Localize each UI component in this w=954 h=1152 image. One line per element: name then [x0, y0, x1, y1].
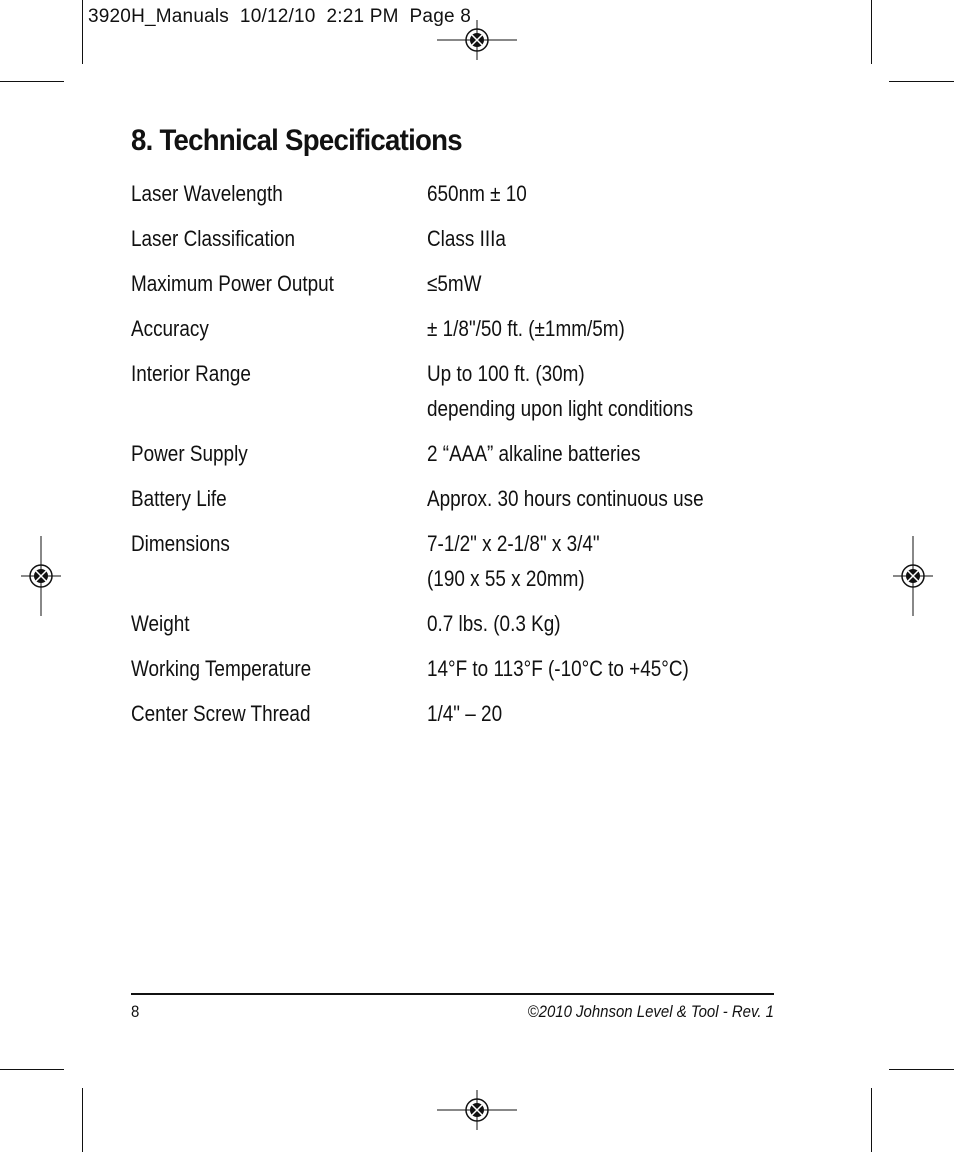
page-title: 8. Technical Specifications: [131, 124, 462, 157]
spec-row-accuracy: [131, 311, 811, 346]
spec-value: Approx. 30 hours continuous use: [427, 486, 704, 511]
spec-value: ≤5mW: [427, 271, 482, 296]
spec-row-interior-range: [131, 356, 811, 426]
page-number: 8: [131, 1002, 140, 1021]
spec-label: Laser Classification: [131, 226, 296, 251]
registration-mark-left-icon: [21, 536, 61, 616]
spec-value: 650nm ± 10: [427, 181, 527, 206]
copyright-notice: ©2010 Johnson Level & Tool - Rev. 1: [527, 1002, 774, 1021]
crop-mark-bottom-right-vertical: [871, 1088, 872, 1152]
spec-value: 7-1/2" x 2-1/8" x 3/4": [427, 531, 600, 556]
spec-row-maximum-power-output: [131, 266, 811, 301]
spec-label: Dimensions: [131, 531, 230, 556]
spec-row-center-screw-thread: [131, 696, 811, 731]
spec-label: Accuracy: [131, 316, 209, 341]
spec-row-laser-wavelength: [131, 176, 811, 211]
spec-row-battery-life: [131, 481, 811, 516]
spec-value: Up to 100 ft. (30m): [427, 361, 585, 386]
specifications-list: [131, 176, 811, 731]
spec-value-continued: (190 x 55 x 20mm): [427, 566, 585, 591]
spec-value: ± 1/8"/50 ft. (±1mm/5m): [427, 316, 625, 341]
spec-label: Center Screw Thread: [131, 701, 311, 726]
spec-value: 0.7 lbs. (0.3 Kg): [427, 611, 561, 636]
spec-label: Power Supply: [131, 441, 248, 466]
crop-mark-top-left-vertical: [82, 0, 83, 64]
spec-row-weight: [131, 606, 811, 641]
spec-value-continued: depending upon light conditions: [427, 396, 694, 421]
spec-label: Interior Range: [131, 361, 251, 386]
spec-label: Battery Life: [131, 486, 227, 511]
spec-value: 2 “AAA” alkaline batteries: [427, 441, 641, 466]
spec-row-laser-classification: [131, 221, 811, 256]
spec-label: Weight: [131, 611, 190, 636]
crop-mark-top-right-vertical: [871, 0, 872, 64]
spec-label: Maximum Power Output: [131, 271, 334, 296]
registration-mark-right-icon: [893, 536, 933, 616]
crop-mark-top-right-horizontal: [889, 81, 954, 82]
crop-mark-top-left-horizontal: [0, 81, 64, 82]
crop-mark-bottom-left-horizontal: [0, 1069, 64, 1070]
spec-label: Laser Wavelength: [131, 181, 283, 206]
spec-value: Class IIIa: [427, 226, 506, 251]
spec-row-working-temperature: [131, 651, 811, 686]
registration-mark-bottom-icon: [437, 1090, 517, 1130]
spec-value: 14°F to 113°F (-10°C to +45°C): [427, 656, 689, 681]
footer-rule: [131, 993, 774, 995]
spec-value-group: [427, 526, 600, 596]
crop-mark-bottom-left-vertical: [82, 1088, 83, 1152]
printer-slug: 3920H_Manuals 10/12/10 2:21 PM Page 8: [88, 6, 471, 27]
spec-row-power-supply: [131, 436, 811, 471]
spec-value-group: [427, 356, 693, 426]
spec-label: Working Temperature: [131, 656, 312, 681]
crop-mark-bottom-right-horizontal: [889, 1069, 954, 1070]
spec-value: 1/4" – 20: [427, 701, 503, 726]
spec-row-dimensions: [131, 526, 811, 596]
registration-mark-top-icon: [437, 20, 517, 60]
